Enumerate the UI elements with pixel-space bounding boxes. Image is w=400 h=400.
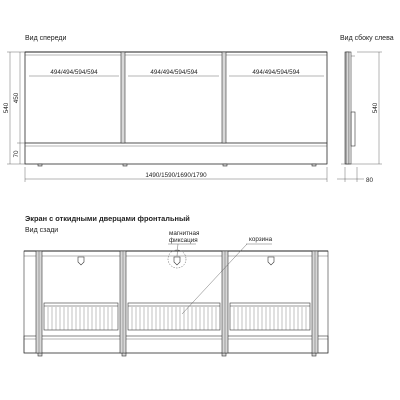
front-leg-4 (312, 164, 316, 166)
magnet-clip-2 (174, 257, 180, 265)
rear-heading: Экран с откидными дверцами фронтальный (25, 214, 190, 223)
front-height-total: 540 (3, 102, 10, 114)
front-leg-2 (123, 164, 127, 166)
front-view-panels (25, 52, 327, 143)
side-height-label: 540 (372, 102, 379, 114)
side-depth-label: 80 (366, 177, 374, 184)
front-height-panel: 450 (13, 92, 20, 104)
callout-basket-label: корзина (249, 236, 273, 243)
panel-dim-label-3: 494/494/594/594 (252, 69, 300, 76)
rear-leg-1 (38, 353, 42, 356)
rear-leg-2 (122, 353, 126, 356)
front-view-title: Вид спереди (25, 35, 67, 42)
magnet-clip-1 (78, 257, 84, 265)
rear-frame (24, 251, 328, 353)
front-leg-3 (223, 164, 227, 166)
callout-magnet-leader (177, 244, 178, 256)
callout-magnet-line1: магнитная (169, 230, 200, 237)
side-view-edge (346, 52, 349, 164)
front-height-base: 70 (13, 150, 20, 158)
front-width-label: 1490/1590/1690/1790 (145, 172, 207, 179)
basket-3 (230, 303, 310, 330)
rear-subheading: Вид сзади (25, 227, 59, 234)
basket-1 (44, 303, 118, 330)
front-leg-1 (38, 164, 42, 166)
front-divider-1 (121, 52, 125, 143)
front-divider-2 (222, 52, 226, 143)
panel-dim-label-1: 494/494/594/594 (50, 69, 98, 76)
panel-dim-label-2: 494/494/594/594 (150, 69, 198, 76)
side-view-title: Вид сбоку слева (340, 35, 394, 42)
magnet-clip-3 (268, 257, 274, 265)
callout-magnet-line2: фиксация (169, 237, 198, 244)
callout-basket-leader (182, 244, 247, 314)
rear-leg-3 (222, 353, 226, 356)
basket-2 (128, 303, 220, 330)
rear-base (24, 336, 328, 353)
side-view-handle (351, 112, 355, 146)
rear-leg-4 (312, 353, 316, 356)
